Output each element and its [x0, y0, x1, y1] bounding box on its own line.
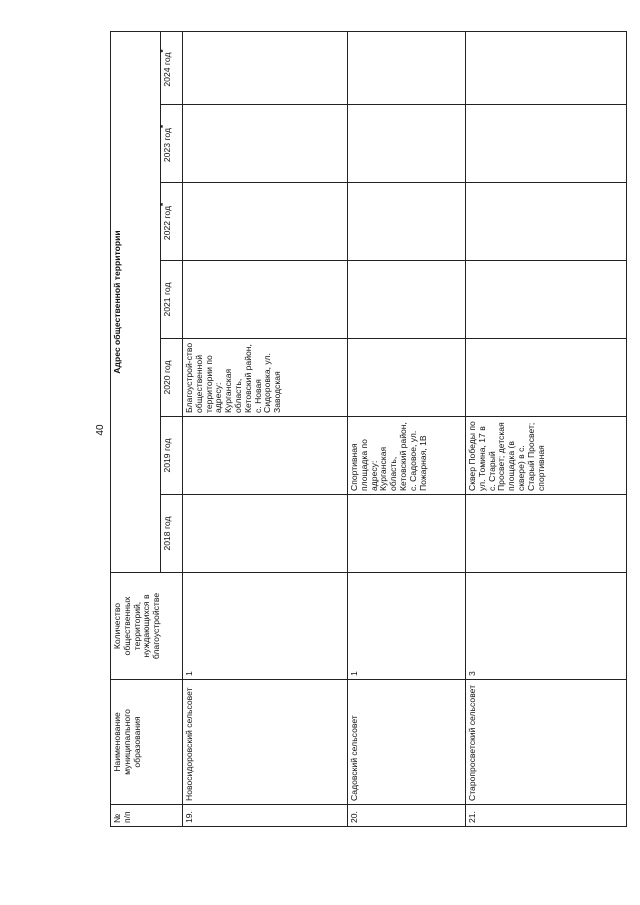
row-cell [348, 183, 466, 261]
page-number: 40 [95, 424, 106, 436]
header-year-2024: 2024 год* [161, 32, 183, 105]
row-cell: Спортивная площадка по адресу: Курганская область, Кетовский район, с. Садовое, ул. Пожарная, 1В [348, 417, 466, 495]
row-name: Старопросветский сельсовет [466, 680, 627, 805]
table-row [183, 32, 348, 827]
row-num: 21. [466, 805, 627, 827]
row-cell [183, 183, 348, 261]
row-cell [348, 32, 466, 105]
header-year-2019: 2019 год [161, 417, 183, 495]
row-cell [466, 339, 627, 417]
header-year-2022: 2022 год* [161, 183, 183, 261]
row-cell [348, 261, 466, 339]
header-count: Количество общественных территорий, нуждающихся в благоустройстве [111, 573, 183, 680]
header-name: Наименование муниципального образования [111, 680, 183, 805]
row-count: 3 [466, 573, 627, 680]
row-cell: Благоустрой-ство общественной территории по адресу: Курганская область, Кетовский район, с. Новая Сидоровка, ул. Заводская [183, 339, 348, 417]
row-name: Новосидоровский сельсовет [183, 680, 348, 805]
row-cell [348, 339, 466, 417]
header-year-2021: 2021 год [161, 261, 183, 339]
row-count: 1 [348, 573, 466, 680]
row-name: Садовский сельсовет [348, 680, 466, 805]
row-cell [348, 105, 466, 183]
row-cell [466, 105, 627, 183]
row-cell [466, 183, 627, 261]
row-cell [183, 417, 348, 495]
header-num: № п/п [111, 805, 183, 827]
row-cell [466, 495, 627, 573]
row-cell [183, 495, 348, 573]
header-address-group: Адрес общественной территории [111, 32, 161, 573]
row-cell [348, 495, 466, 573]
table-row [466, 32, 627, 827]
public-territories-table [110, 31, 627, 827]
row-count: 1 [183, 573, 348, 680]
row-cell [466, 32, 627, 105]
header-year-2023: 2023 год* [161, 105, 183, 183]
row-cell: Сквер Победы по ул. Томина, 17 в с. Старый Просвет; детская площадка (в сквере) в с. Старый Просвет; спортивная [466, 417, 627, 495]
header-year-2020: 2020 год [161, 339, 183, 417]
rotated-table-container [110, 32, 626, 827]
row-num: 19. [183, 805, 348, 827]
row-num: 20. [348, 805, 466, 827]
header-year-2018: 2018 год [161, 495, 183, 573]
table-row [348, 32, 466, 827]
row-cell [183, 261, 348, 339]
row-cell [466, 261, 627, 339]
row-cell [183, 32, 348, 105]
row-cell [183, 105, 348, 183]
